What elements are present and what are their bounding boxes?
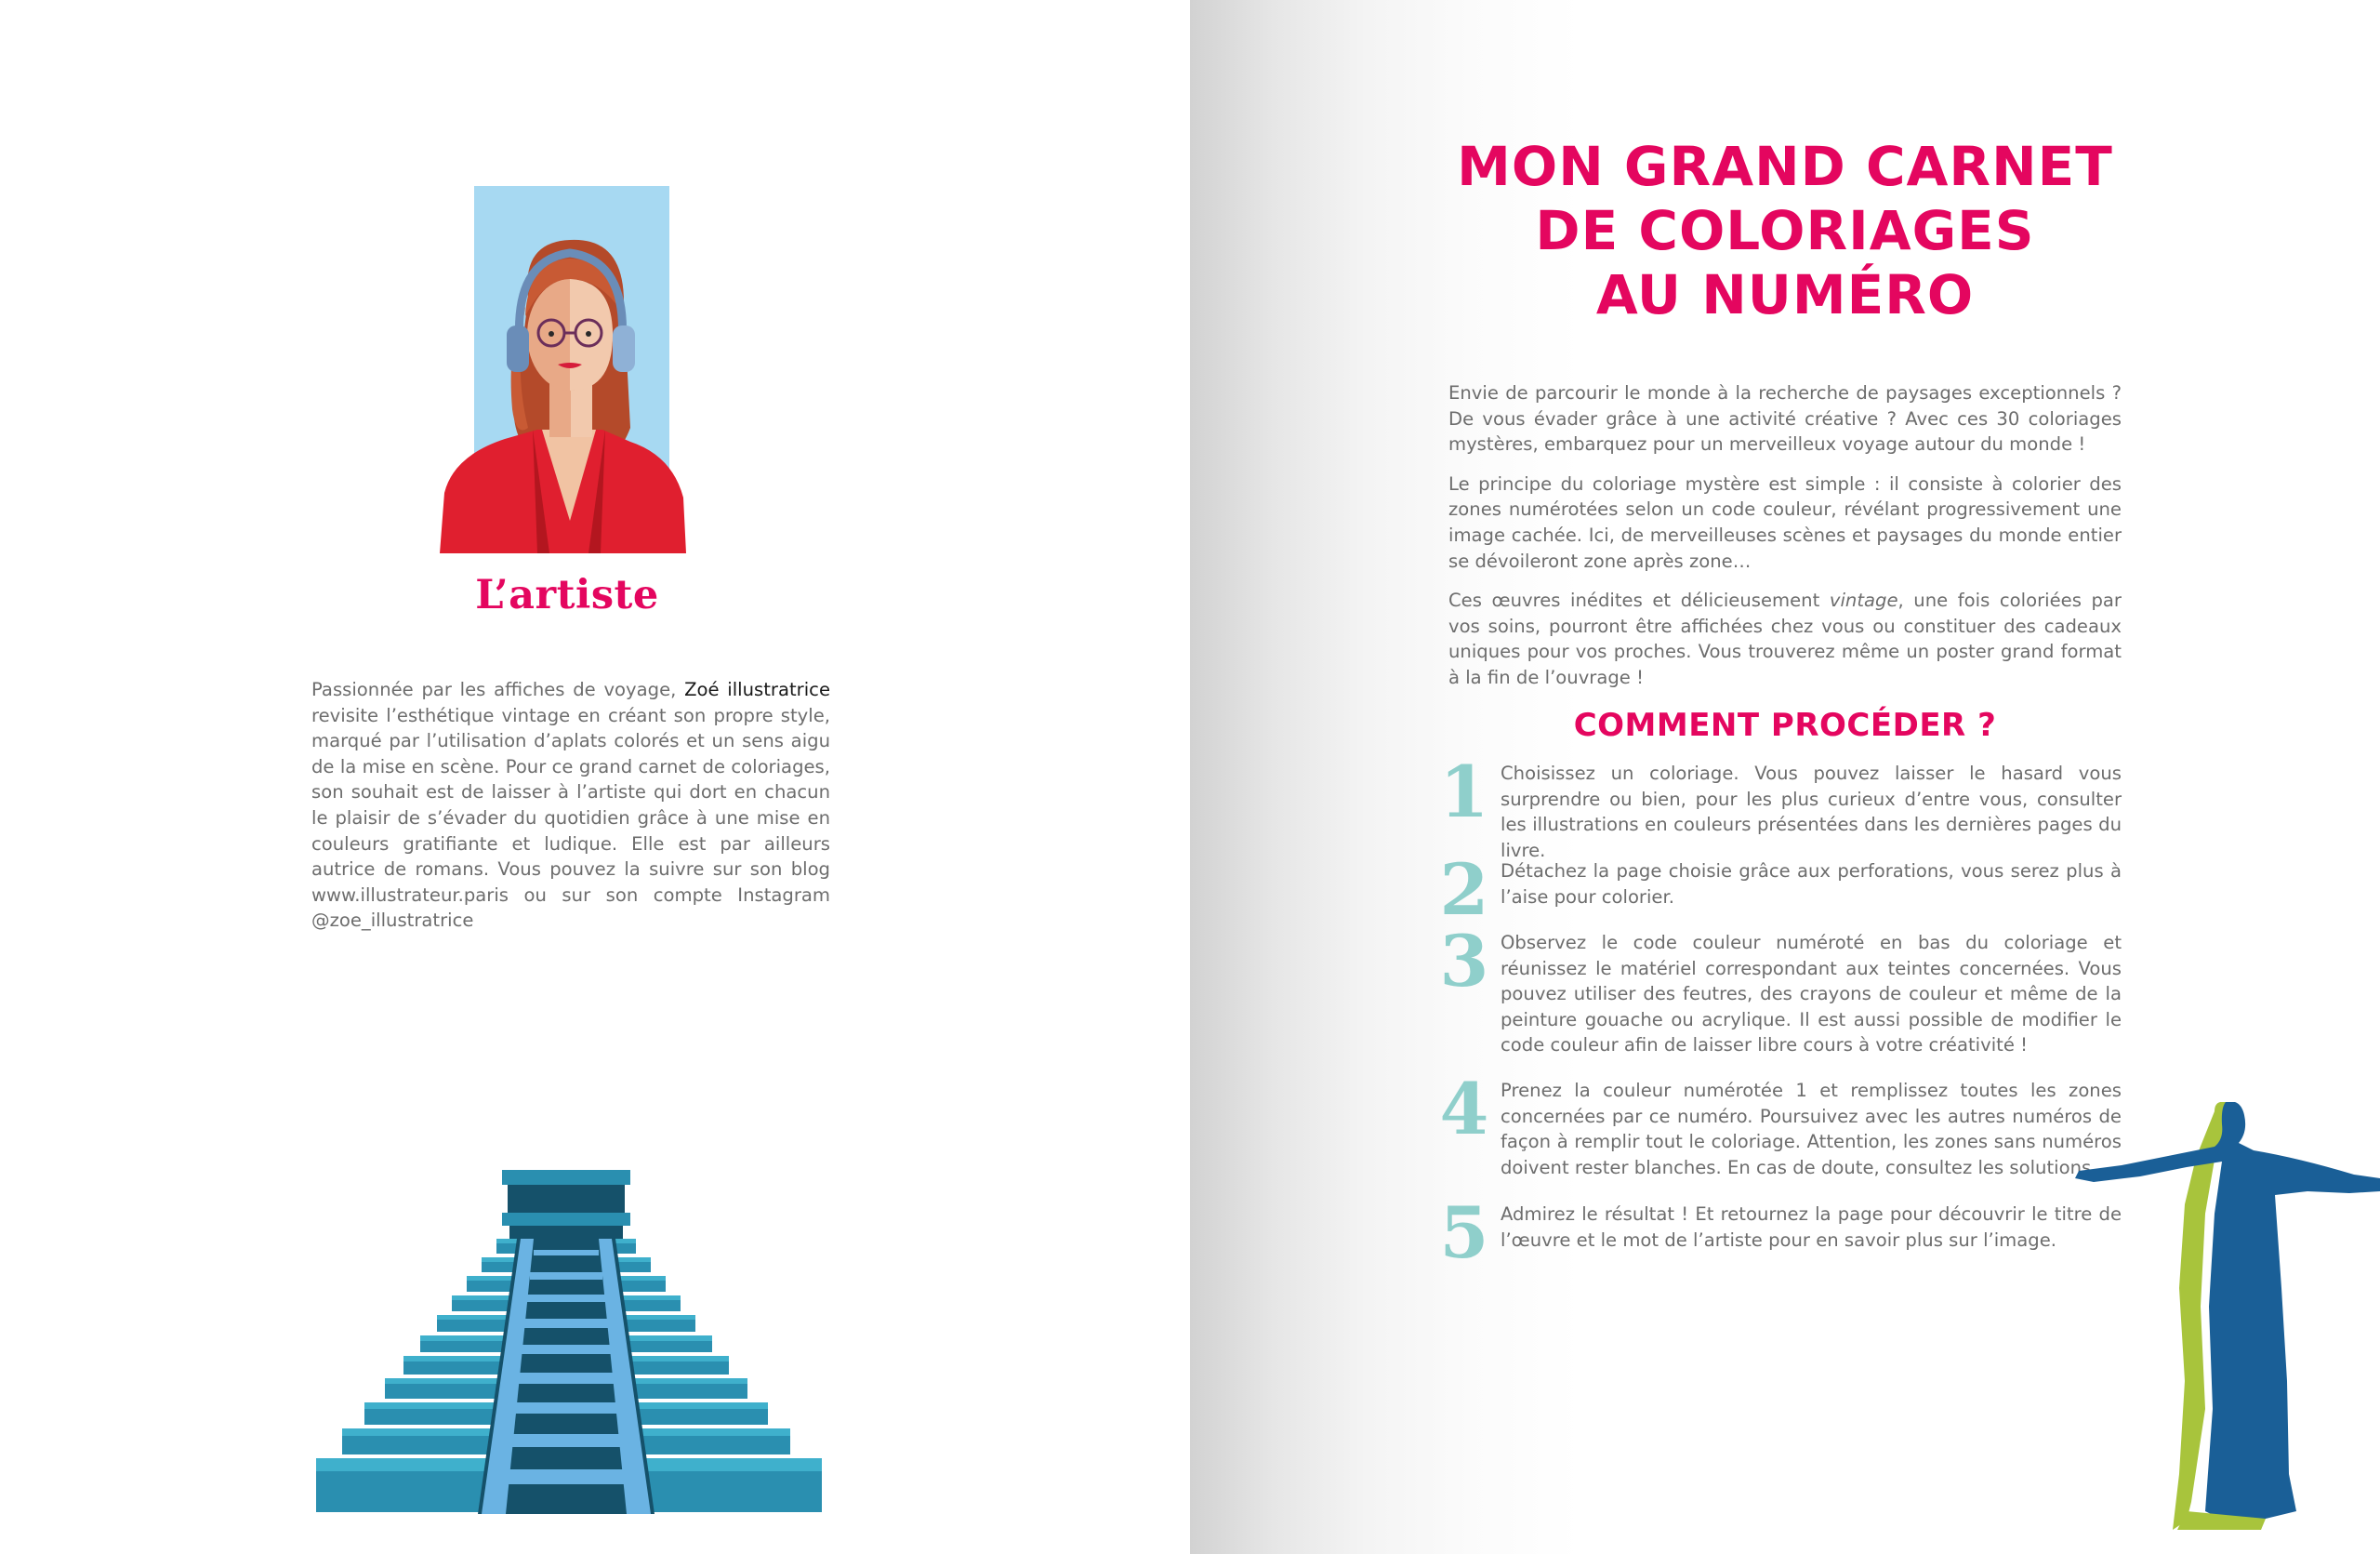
mayan-pyramid-illustration [314,1170,824,1514]
step-number: 1 [1439,750,1489,833]
intro-p3-italic: vintage [1829,590,1898,612]
step-number: 5 [1439,1191,1489,1274]
intro-paragraph-3 [1448,588,2122,690]
intro-p3-after: , une fois coloriées par vos soins, pourront être affichées chez vous ou constituer des cadeaux uniques pour vos proches. Vous trouverez même un poster grand format à la fin de l’ouvrage ! [1448,590,2122,688]
title-line-2: DE COLORIAGES [1535,199,2035,262]
step-text: Choisissez un coloriage. Vous pouvez laisser le hasard vous surprendre ou bien, pour les plus curieux d’entre vous, consulter les illustrations en couleurs présentées dans les dernières pages du livre. [1501,763,2122,861]
title-line-1: MON GRAND CARNET [1457,135,2113,198]
howto-title: COMMENT PROCÉDER ? [1573,707,1997,744]
step-number: 3 [1439,920,1489,1003]
intro-paragraph-2: Le principe du coloriage mystère est simple : il consiste à colorier des zones numérotées selon un code couleur, révélant progressivement une image cachée. Ici, de merveilleuses scènes et paysages du monde entier se dévoileront zone après zone… [1448,472,2122,572]
book-title [1432,135,2138,327]
christ-the-redeemer-illustration [2075,1102,2380,1530]
step-text: Prenez la couleur numérotée 1 et remplissez toutes les zones concernées par ce numéro. Poursuivez avec les autres numéros de façon à remplir tout le coloriage. Attention, les zones sans numéros doivent rester blanches. En cas de doute, consultez les solutions. [1501,1080,2122,1178]
bio-text-before: Passionnée par les affiches de voyage, [311,679,685,700]
step-number: 4 [1439,1068,1489,1150]
artist-heading: L’artiste [475,572,659,618]
artist-portrait-illustration [440,186,691,553]
artist-bio [311,677,830,934]
intro-p3-before: Ces œuvres inédites et délicieusement [1448,590,1830,612]
bio-text-after: revisite l’esthétique vintage en créant son propre style, marqué par l’utilisation d’aplats colorés et un sens aigu de la mise en scène. Pour ce grand carnet de coloriages, son souhait est de laisser à l’artiste qui dort en chacun le plaisir de s’évader du quotidien grâce à une mise en couleurs gratifiante et ludique. Elle est par ailleurs autrice de romans. Vous pouvez la suivre sur son blog www.illustrateur.paris ou sur son compte Instagram @zoe_illustratrice [311,704,830,932]
step-number: 2 [1439,848,1489,931]
step-text: Admirez le résultat ! Et retournez la page pour découvrir le titre de l’œuvre et le mot de l’artiste pour en savoir plus sur l’image. [1501,1203,2122,1251]
step-text: Observez le code couleur numéroté en bas du coloriage et réunissez le matériel correspondant aux teintes concernées. Vous pouvez utiliser des feutres, des crayons de couleur et même de la peinture gouache ou acrylique. Il est aussi possible de modifier le code couleur afin de laisser libre cours à votre créativité ! [1501,932,2122,1056]
intro-paragraph-1: Envie de parcourir le monde à la recherche de paysages exceptionnels ? De vous évader grâce à une activité créative ? Avec ces 30 coloriages mystères, embarquez pour un merveilleux voyage autour du monde ! [1448,382,2122,456]
step-text: Détachez la page choisie grâce aux perforations, vous serez plus à l’aise pour colorier. [1501,860,2122,908]
intro-text [1448,380,2122,705]
artist-name: Zoé illustratrice [684,679,830,700]
title-line-3: AU NUMÉRO [1595,263,1975,326]
